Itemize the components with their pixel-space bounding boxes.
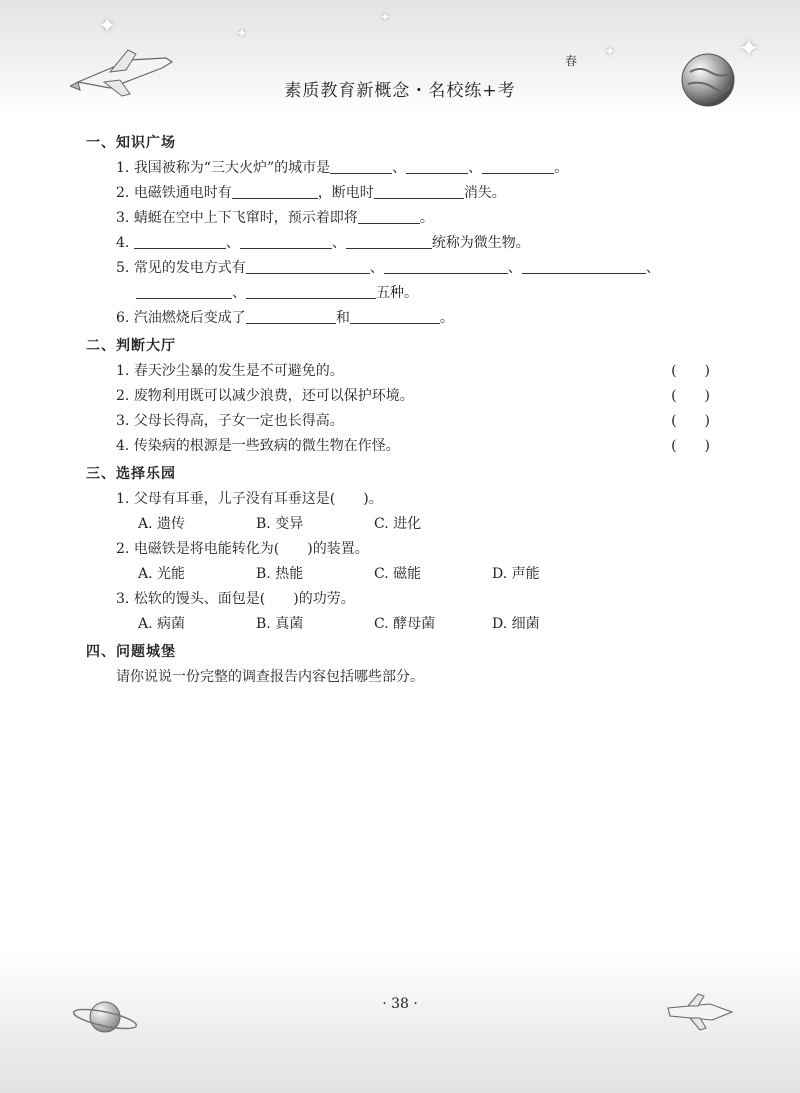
question-number: 3.: [116, 210, 130, 226]
answer-parentheses[interactable]: ( ): [671, 413, 710, 429]
answer-blank[interactable]: [240, 232, 332, 249]
judgment-item: [80, 434, 720, 459]
fill-question-4: [80, 231, 720, 256]
answer-blank[interactable]: [346, 232, 432, 249]
option-a[interactable]: A. 遗传: [138, 516, 186, 532]
section-title-knowledge: 一、知识广场: [86, 135, 176, 151]
question-number: 5.: [116, 260, 130, 276]
question-number: 3.: [116, 413, 130, 429]
answer-blank[interactable]: [330, 157, 392, 174]
option-c[interactable]: C. 酵母菌: [374, 616, 436, 632]
answer-parentheses[interactable]: ( ): [671, 438, 710, 454]
separator: 、: [232, 285, 246, 301]
separator: 、: [468, 160, 483, 176]
answer-parentheses[interactable]: ( ): [671, 363, 710, 379]
choice-options: [80, 512, 720, 537]
separator: 、: [507, 260, 522, 276]
question-number: 1.: [116, 491, 130, 507]
option-a[interactable]: A. 光能: [138, 566, 186, 582]
question-text: 电磁铁是将电能转化为( )的装置。: [133, 541, 369, 557]
choice-options: [80, 562, 720, 587]
sparkle-icon: ✦: [604, 44, 616, 60]
answer-blank[interactable]: [374, 182, 464, 199]
fill-question-5-continued: [80, 281, 720, 306]
question-number: 3.: [116, 591, 130, 607]
separator: 、: [225, 235, 240, 251]
question-text: 汽油燃烧后变成了: [133, 310, 246, 326]
question-number: 6.: [116, 310, 130, 326]
fill-question-1: [80, 156, 720, 181]
answer-blank[interactable]: [358, 207, 420, 224]
worksheet-content: [80, 128, 720, 690]
answer-blank[interactable]: [134, 232, 226, 249]
question-end: 消失。: [463, 185, 506, 201]
page-header-title: 素质教育新概念・名校练+考: [284, 81, 516, 101]
option-b[interactable]: B. 变异: [256, 516, 304, 532]
choice-options: [80, 612, 720, 637]
option-b[interactable]: B. 热能: [256, 566, 304, 582]
question-number: 1.: [116, 160, 130, 176]
question-number: 4.: [116, 438, 130, 454]
answer-blank[interactable]: [384, 257, 508, 274]
question-end: 。: [439, 310, 454, 326]
answer-blank[interactable]: [406, 157, 468, 174]
option-c[interactable]: C. 进化: [374, 516, 422, 532]
question-number: 2.: [116, 541, 130, 557]
question-end: 。: [419, 210, 434, 226]
answer-blank[interactable]: [482, 157, 554, 174]
question-number: 4.: [116, 235, 130, 251]
question-text: 和: [335, 310, 350, 326]
separator: 、: [331, 235, 346, 251]
question-number: 1.: [116, 363, 130, 379]
question-text: 电磁铁通电时有: [133, 185, 232, 201]
page-number: · 38 ·: [382, 996, 418, 1012]
question-end: 。: [554, 160, 569, 176]
question-text: 松软的馒头、面包是( )的功劳。: [133, 591, 355, 607]
question-text: ，断电时: [317, 185, 374, 201]
option-d[interactable]: D. 声能: [492, 566, 540, 582]
sparkle-icon: ✦: [738, 34, 760, 64]
answer-parentheses[interactable]: ( ): [671, 388, 710, 404]
fill-question-2: [80, 181, 720, 206]
answer-blank[interactable]: [136, 282, 232, 299]
question-text: 常见的发电方式有: [133, 260, 246, 276]
answer-blank[interactable]: [232, 182, 318, 199]
question-text: 蜻蜓在空中上下飞窜时，预示着即将: [133, 210, 358, 226]
sparkle-icon: ✦: [380, 10, 391, 24]
separator: 、: [392, 160, 407, 176]
option-d[interactable]: D. 细菌: [492, 616, 540, 632]
choice-question-2: [80, 537, 720, 562]
sparkle-icon: ✦: [236, 26, 248, 42]
separator: 、: [645, 260, 660, 276]
question-text: 我国被称为“三大火炉”的城市是: [133, 160, 331, 176]
fill-question-6: [80, 306, 720, 331]
option-b[interactable]: B. 真菌: [256, 616, 304, 632]
answer-blank[interactable]: [522, 257, 646, 274]
answer-blank[interactable]: [246, 282, 376, 299]
choice-question-1: [80, 487, 720, 512]
question-text: 废物利用既可以减少浪费，还可以保护环境。: [133, 388, 414, 404]
judgment-item: [80, 359, 720, 384]
choice-question-3: [80, 587, 720, 612]
judgment-item: [80, 409, 720, 434]
option-a[interactable]: A. 病菌: [138, 616, 186, 632]
separator: 、: [369, 260, 384, 276]
fill-question-3: [80, 206, 720, 231]
question-text: 传染病的根源是一些致病的微生物在作怪。: [133, 438, 400, 454]
question-end: 五种。: [376, 285, 418, 301]
question-end: 统称为微生物。: [431, 235, 530, 251]
fill-question-5: [80, 256, 720, 281]
section-title-judgment: 二、判断大厅: [86, 338, 176, 354]
section-title-choice: 三、选择乐园: [86, 466, 176, 482]
question-number: 2.: [116, 388, 130, 404]
sparkle-icon: ✦: [98, 14, 117, 39]
season-label: 春: [565, 54, 578, 68]
question-text: 父母有耳垂，儿子没有耳垂这是( )。: [133, 491, 383, 507]
judgment-item: [80, 384, 720, 409]
answer-blank[interactable]: [246, 307, 336, 324]
answer-blank[interactable]: [350, 307, 440, 324]
answer-blank[interactable]: [246, 257, 370, 274]
option-c[interactable]: C. 磁能: [374, 566, 422, 582]
open-question: 请你说说一份完整的调查报告内容包括哪些部分。: [116, 669, 424, 685]
question-number: 2.: [116, 185, 130, 201]
question-text: 父母长得高，子女一定也长得高。: [133, 413, 344, 429]
question-text: 春天沙尘暴的发生是不可避免的。: [133, 363, 344, 379]
section-title-questions: 四、问题城堡: [86, 644, 176, 660]
